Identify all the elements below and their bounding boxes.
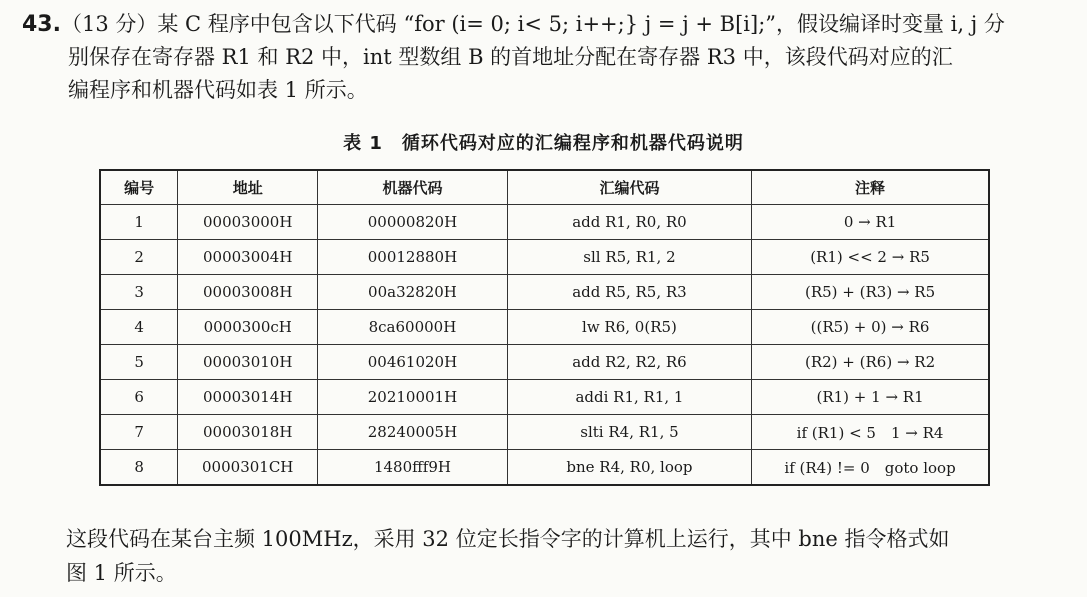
cell-comment: (R1) << 2 → R5 xyxy=(752,240,989,275)
cell-number: 8 xyxy=(100,450,178,486)
question-number: 43. xyxy=(22,12,61,37)
table-row xyxy=(100,380,989,415)
cell-address: 00003014H xyxy=(178,380,318,415)
cell-address: 00003004H xyxy=(178,240,318,275)
cell-comment: ((R5) + 0) → R6 xyxy=(752,310,989,345)
cell-assembly-code: sll R5, R1, 2 xyxy=(507,240,751,275)
code-table xyxy=(99,169,990,486)
cell-comment: 0 → R1 xyxy=(752,205,989,240)
cell-number: 3 xyxy=(100,275,178,310)
cell-machine-code: 00461020H xyxy=(318,345,508,380)
cell-assembly-code: slti R4, R1, 5 xyxy=(507,415,751,450)
table-row xyxy=(100,240,989,275)
cell-machine-code: 20210001H xyxy=(318,380,508,415)
table-row xyxy=(100,450,989,486)
table-row xyxy=(100,415,989,450)
cell-machine-code: 00000820H xyxy=(318,205,508,240)
cell-assembly-code: add R1, R0, R0 xyxy=(507,205,751,240)
table-row xyxy=(100,205,989,240)
cell-machine-code: 00a32820H xyxy=(318,275,508,310)
cell-address: 00003018H xyxy=(178,415,318,450)
cell-assembly-code: add R5, R5, R3 xyxy=(507,275,751,310)
question-line-1-text: （13 分）某 C 程序中包含以下代码 “for (i= 0; i< 5; i++;} j = j + B[i];”，假设编译时变量 i, j 分 xyxy=(60,12,1005,36)
header-machine-code: 机器代码 xyxy=(318,170,508,205)
cell-machine-code: 28240005H xyxy=(318,415,508,450)
cell-address: 0000301CH xyxy=(178,450,318,486)
cell-address: 00003010H xyxy=(178,345,318,380)
question-line-2: 别保存在寄存器 R1 和 R2 中，int 型数组 B 的首地址分配在寄存器 R3 中，该段代码对应的汇 xyxy=(68,45,953,69)
table-row xyxy=(100,275,989,310)
cell-assembly-code: add R2, R2, R6 xyxy=(507,345,751,380)
cell-number: 4 xyxy=(100,310,178,345)
question-line-3: 编程序和机器代码如表 1 所示。 xyxy=(68,78,368,102)
bottom-paragraph xyxy=(66,522,1076,590)
cell-number: 6 xyxy=(100,380,178,415)
cell-machine-code: 8ca60000H xyxy=(318,310,508,345)
cell-address: 00003008H xyxy=(178,275,318,310)
cell-assembly-code: bne R4, R0, loop xyxy=(507,450,751,486)
header-assembly-code: 汇编代码 xyxy=(507,170,751,205)
table-header-row xyxy=(100,170,989,205)
cell-machine-code: 1480fff9H xyxy=(318,450,508,486)
cell-comment: if (R1) < 5 1 → R4 xyxy=(752,415,989,450)
question-text xyxy=(22,8,1077,107)
table-row xyxy=(100,310,989,345)
paragraph-line-1: 这段代码在某台主频 100MHz，采用 32 位定长指令字的计算机上运行，其中 bne 指令格式如 xyxy=(66,527,950,551)
table-title: 表 1 循环代码对应的汇编程序和机器代码说明 xyxy=(343,133,744,154)
cell-machine-code: 00012880H xyxy=(318,240,508,275)
table-row xyxy=(100,345,989,380)
header-number: 编号 xyxy=(100,170,178,205)
cell-number: 1 xyxy=(100,205,178,240)
cell-address: 0000300cH xyxy=(178,310,318,345)
cell-number: 7 xyxy=(100,415,178,450)
cell-address: 00003000H xyxy=(178,205,318,240)
header-comment: 注释 xyxy=(752,170,989,205)
cell-comment: (R1) + 1 → R1 xyxy=(752,380,989,415)
paragraph-line-2: 图 1 所示。 xyxy=(66,561,177,585)
header-address: 地址 xyxy=(178,170,318,205)
question-line-1 xyxy=(22,8,1077,41)
cell-assembly-code: lw R6, 0(R5) xyxy=(507,310,751,345)
cell-comment: (R2) + (R6) → R2 xyxy=(752,345,989,380)
cell-comment: (R5) + (R3) → R5 xyxy=(752,275,989,310)
cell-number: 5 xyxy=(100,345,178,380)
cell-number: 2 xyxy=(100,240,178,275)
cell-comment: if (R4) != 0 goto loop xyxy=(752,450,989,486)
cell-assembly-code: addi R1, R1, 1 xyxy=(507,380,751,415)
